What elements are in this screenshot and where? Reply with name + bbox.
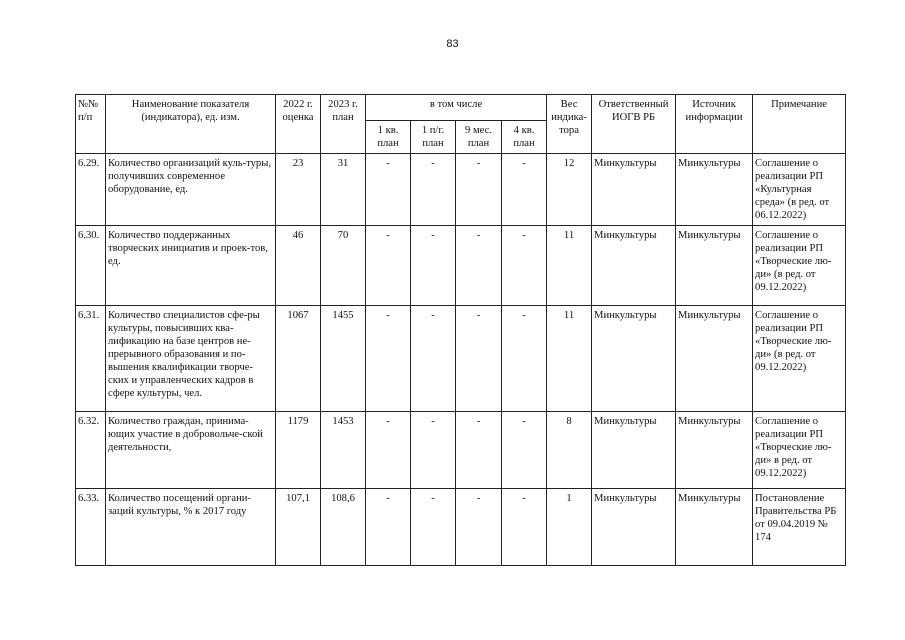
row-9m: - bbox=[456, 226, 502, 306]
row-2023: 1453 bbox=[321, 412, 366, 489]
header-source: Источник информации bbox=[676, 95, 753, 154]
row-9m: - bbox=[456, 306, 502, 412]
row-q1: - bbox=[366, 489, 411, 566]
table-row bbox=[76, 154, 846, 226]
row-note: Соглашение о реализации РП «Творческие лю-ди» в ред. от 09.12.2022) bbox=[753, 412, 846, 489]
row-h1: - bbox=[411, 306, 456, 412]
header-responsible: Ответственный ИОГВ РБ bbox=[592, 95, 676, 154]
row-weight: 11 bbox=[547, 306, 592, 412]
header-q4: 4 кв. план bbox=[502, 121, 547, 154]
row-q4: - bbox=[502, 226, 547, 306]
header-9m: 9 мес. план bbox=[456, 121, 502, 154]
row-h1: - bbox=[411, 489, 456, 566]
row-2022: 46 bbox=[276, 226, 321, 306]
row-2023: 31 bbox=[321, 154, 366, 226]
row-num: 6.33. bbox=[76, 489, 106, 566]
header-q1: 1 кв. план bbox=[366, 121, 411, 154]
header-h1: 1 п/г. план bbox=[411, 121, 456, 154]
row-q4: - bbox=[502, 412, 547, 489]
row-9m: - bbox=[456, 154, 502, 226]
row-h1: - bbox=[411, 154, 456, 226]
row-2022: 1179 bbox=[276, 412, 321, 489]
row-responsible: Минкультуры bbox=[592, 154, 676, 226]
row-num: 6.30. bbox=[76, 226, 106, 306]
table-row bbox=[76, 226, 846, 306]
row-responsible: Минкультуры bbox=[592, 306, 676, 412]
header-num: №№ п/п bbox=[76, 95, 106, 154]
row-q1: - bbox=[366, 306, 411, 412]
row-num: 6.31. bbox=[76, 306, 106, 412]
header-note: Примечание bbox=[753, 95, 846, 154]
page-number: 83 bbox=[446, 38, 459, 50]
row-source: Минкультуры bbox=[676, 489, 753, 566]
row-q4: - bbox=[502, 306, 547, 412]
row-9m: - bbox=[456, 412, 502, 489]
row-weight: 8 bbox=[547, 412, 592, 489]
row-responsible: Минкультуры bbox=[592, 489, 676, 566]
row-num: 6.29. bbox=[76, 154, 106, 226]
header-row bbox=[76, 95, 846, 121]
row-weight: 12 bbox=[547, 154, 592, 226]
row-responsible: Минкультуры bbox=[592, 412, 676, 489]
header-2023: 2023 г. план bbox=[321, 95, 366, 154]
row-name: Количество граждан, принима-ющих участие в добровольче-ской деятельности, bbox=[106, 412, 276, 489]
row-name: Количество поддержанных творческих инициатив и проек-тов, ед. bbox=[106, 226, 276, 306]
header-weight: Вес индика-тора bbox=[547, 95, 592, 154]
row-responsible: Минкультуры bbox=[592, 226, 676, 306]
row-source: Минкультуры bbox=[676, 226, 753, 306]
indicators-table bbox=[75, 94, 846, 566]
row-2022: 23 bbox=[276, 154, 321, 226]
header-including: в том числе bbox=[366, 95, 547, 121]
table-row bbox=[76, 306, 846, 412]
row-name: Количество специалистов сфе-ры культуры, повысивших ква-лификацию на базе центров не-прерывного образования и по-вышения квалификации творче-ских и управленческих кадров в сфере культуры, чел. bbox=[106, 306, 276, 412]
row-source: Минкультуры bbox=[676, 412, 753, 489]
row-q4: - bbox=[502, 489, 547, 566]
row-weight: 1 bbox=[547, 489, 592, 566]
row-weight: 11 bbox=[547, 226, 592, 306]
row-q4: - bbox=[502, 154, 547, 226]
row-name: Количество организаций куль-туры, получивших современное оборудование, ед. bbox=[106, 154, 276, 226]
row-2023: 1455 bbox=[321, 306, 366, 412]
row-source: Минкультуры bbox=[676, 154, 753, 226]
row-note: Соглашение о реализации РП «Культурная среда» (в ред. от 06.12.2022) bbox=[753, 154, 846, 226]
row-name: Количество посещений органи-заций культуры, % к 2017 году bbox=[106, 489, 276, 566]
row-9m: - bbox=[456, 489, 502, 566]
table-row bbox=[76, 489, 846, 566]
row-2022: 1067 bbox=[276, 306, 321, 412]
header-2022: 2022 г. оценка bbox=[276, 95, 321, 154]
row-source: Минкультуры bbox=[676, 306, 753, 412]
row-q1: - bbox=[366, 226, 411, 306]
row-note: Соглашение о реализации РП «Творческие лю-ди» (в ред. от 09.12.2022) bbox=[753, 226, 846, 306]
row-q1: - bbox=[366, 412, 411, 489]
row-2023: 70 bbox=[321, 226, 366, 306]
row-2022: 107,1 bbox=[276, 489, 321, 566]
row-num: 6.32. bbox=[76, 412, 106, 489]
row-h1: - bbox=[411, 412, 456, 489]
header-name: Наименование показателя (индикатора), ед. изм. bbox=[106, 95, 276, 154]
row-note: Постановление Правительства РБ от 09.04.2019 № 174 bbox=[753, 489, 846, 566]
table-row bbox=[76, 412, 846, 489]
row-2023: 108,6 bbox=[321, 489, 366, 566]
row-q1: - bbox=[366, 154, 411, 226]
row-note: Соглашение о реализации РП «Творческие лю-ди» (в ред. от 09.12.2022) bbox=[753, 306, 846, 412]
row-h1: - bbox=[411, 226, 456, 306]
